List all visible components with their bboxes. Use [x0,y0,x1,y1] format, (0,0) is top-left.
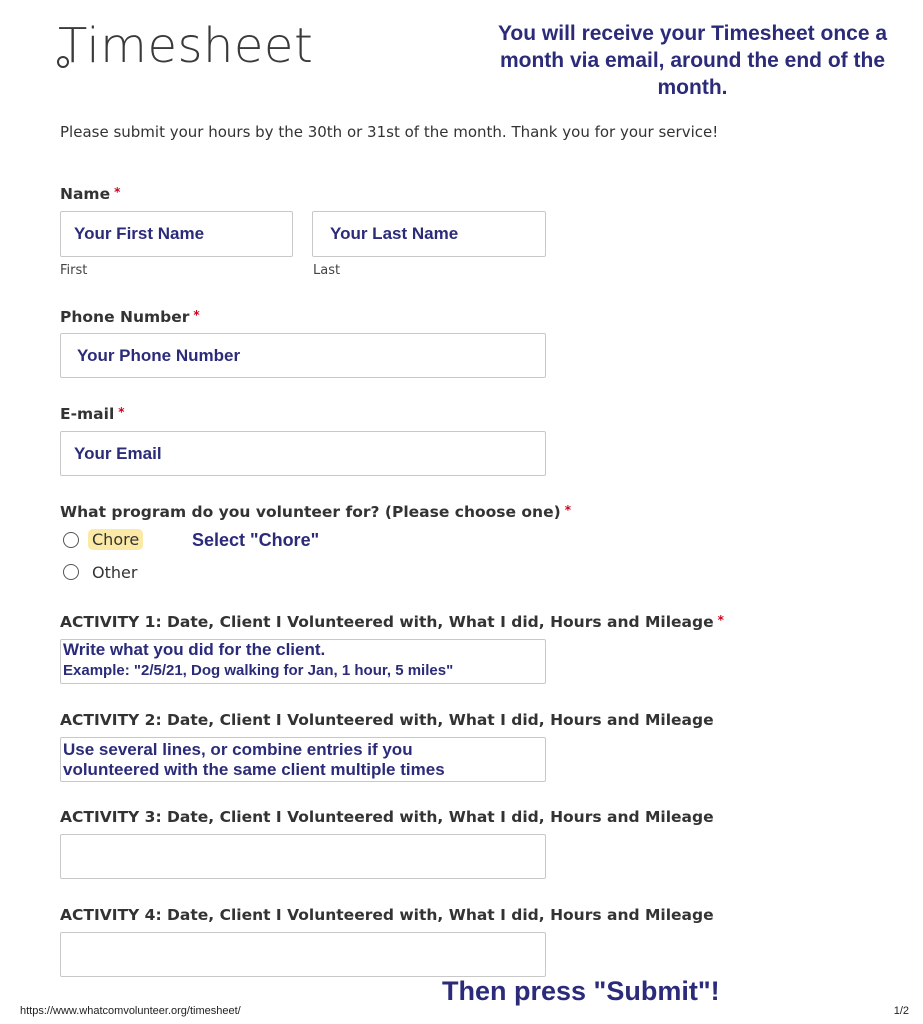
email-label [60,405,125,423]
footer-url: https://www.whatcomvolunteer.org/timesheet/ [20,1005,241,1017]
intro-text: Please submit your hours by the 30th or 31st of the month. Thank you for your service! [60,123,719,141]
activity-4-input[interactable] [60,932,546,977]
required-mark: * [118,405,125,419]
activity-2-label-text: ACTIVITY 2: Date, Client I Volunteered with, What I did, Hours and Mileage [60,711,714,729]
activity-2-line-1: Use several lines, or combine entries if you [63,740,413,759]
page-number: 1/2 [893,1005,909,1017]
page-title: Timesheet [58,18,314,74]
activity-2-label [60,711,714,729]
program-label-text: What program do you volunteer for? (Please choose one) [60,503,561,521]
activity-2-input[interactable] [60,737,546,782]
name-label [60,185,120,203]
program-label [60,503,571,521]
required-mark: * [564,503,571,517]
first-name-input[interactable] [60,211,293,257]
activity-1-label [60,613,724,631]
activity-4-label-text: ACTIVITY 4: Date, Client I Volunteered with, What I did, Hours and Mileage [60,906,714,924]
radio-other[interactable] [63,564,79,580]
first-sublabel: First [60,263,88,278]
last-name-value: Your Last Name [330,224,459,243]
last-name-input[interactable] [312,211,546,257]
magnifier-icon [57,56,69,68]
email-label-text: E-mail [60,405,115,423]
phone-label [60,308,200,326]
first-name-value: Your First Name [74,224,205,243]
required-mark: * [717,613,724,627]
activity-2-line-2: volunteered with the same client multiple times [63,760,445,779]
select-chore-hint: Select "Chore" [192,530,320,550]
option-chore[interactable] [88,530,143,549]
activity-1-label-text: ACTIVITY 1: Date, Client I Volunteered with, What I did, Hours and Mileage [60,613,714,631]
email-value: Your Email [74,444,162,463]
email-notice: You will receive your Timesheet once a month via email, around the end of the month. [497,22,888,99]
activity-1-line-2: Example: "2/5/21, Dog walking for Jan, 1 hour, 5 miles" [63,662,454,679]
required-mark: * [114,185,121,199]
activity-1-input[interactable] [60,639,546,684]
radio-chore[interactable] [63,532,79,548]
activity-1-line-1: Write what you did for the client. [63,640,326,659]
submit-instruction: Then press "Submit"! [442,976,720,1006]
email-input[interactable] [60,431,546,476]
option-chore-label: Chore [88,529,143,550]
activity-4-label [60,906,714,924]
name-label-text: Name [60,185,111,203]
activity-3-label-text: ACTIVITY 3: Date, Client I Volunteered with, What I did, Hours and Mileage [60,808,714,826]
activity-3-input[interactable] [60,834,546,879]
phone-input[interactable] [60,333,546,378]
required-mark: * [193,308,200,322]
option-other-label[interactable]: Other [92,563,138,582]
last-sublabel: Last [313,263,341,278]
phone-label-text: Phone Number [60,308,190,326]
activity-3-label [60,808,714,826]
phone-value: Your Phone Number [77,346,241,365]
